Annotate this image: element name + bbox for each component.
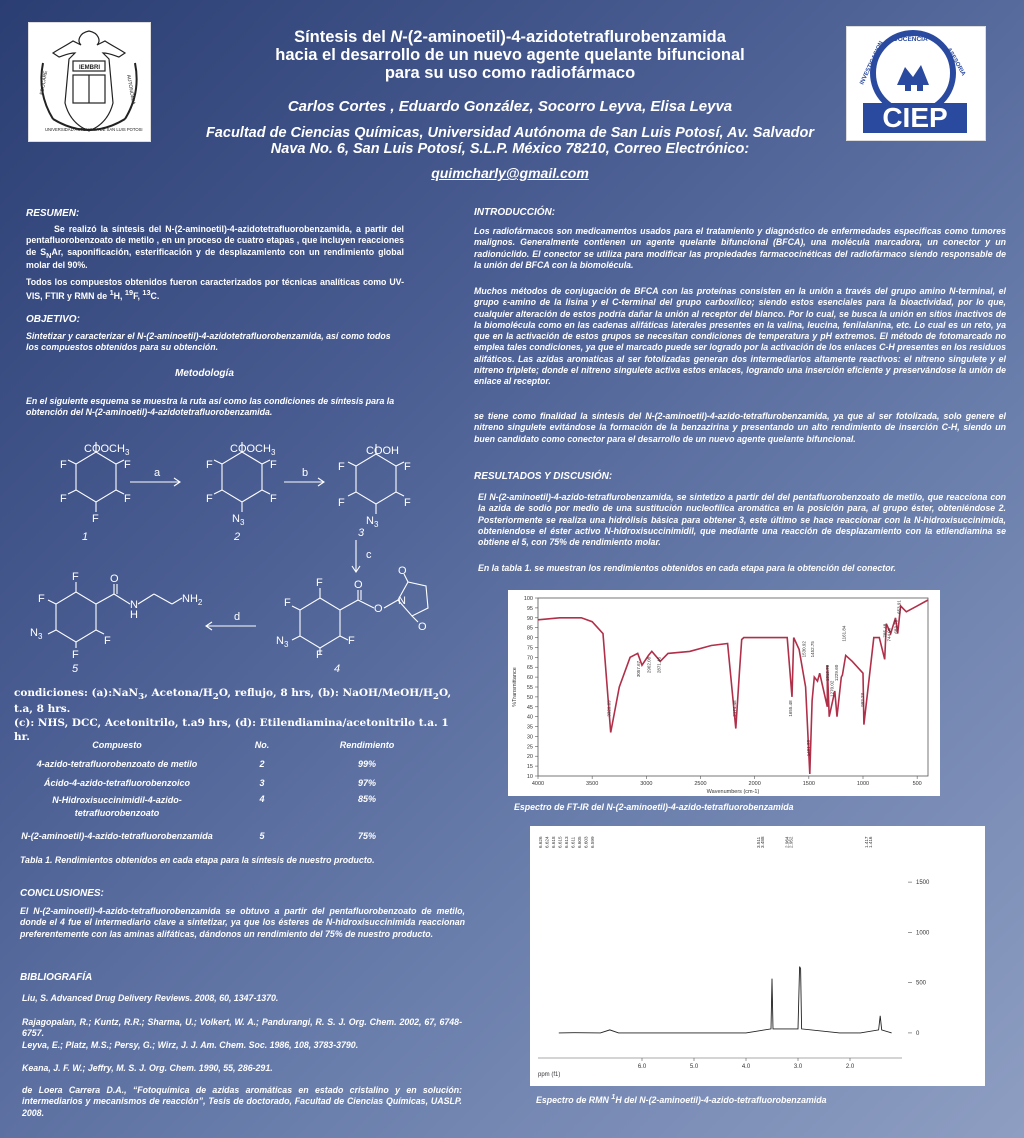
svg-text:COOCH3: $COOCH_3$ <box>84 443 130 457</box>
ciep-ring-top: DOCENCIA <box>893 36 928 43</box>
svg-text:F: F <box>270 459 277 471</box>
logo-text-educare: EDUCARE <box>39 70 50 96</box>
table-row: N-(2-aminoetil)-4-azido-tetrafluorobenzamida 5 75% <box>21 831 376 841</box>
ir-ytick-label: 55 <box>526 685 533 691</box>
svg-text:F: F <box>60 493 67 505</box>
logo-text-autonomia: AUTONOMIA <box>125 74 137 106</box>
table-caption: Tabla 1. Rendimientos obtenidos en cada etapa para la síntesis de nuestro producto. <box>20 855 375 865</box>
ir-peak-label: 1312.78 <box>825 664 831 682</box>
svg-text:d: d <box>234 611 241 623</box>
svg-text:O: O <box>354 579 363 591</box>
ir-peak-label: 653.91 <box>896 600 902 614</box>
nmr-series-line <box>559 967 892 1033</box>
nmr-ytick-label: 1000 <box>916 930 930 937</box>
ir-ytick-label: 90 <box>526 615 533 622</box>
svg-text:O: O <box>374 603 383 615</box>
nmr-peak-label: 6.626 <box>538 836 543 848</box>
ir-ytick-label: 50 <box>526 694 533 701</box>
email-link[interactable]: quimcharly@gmail.com <box>431 165 589 181</box>
nmr-peak-label: 6.615 <box>557 836 563 848</box>
table-header-row: Compuesto No. Rendimiento <box>92 740 395 750</box>
nmr-spectrum-panel <box>530 826 985 1086</box>
ir-peak-label: 2871.45 <box>656 656 662 674</box>
ir-xtick-label: 2000 <box>748 781 761 787</box>
svg-text:F: F <box>38 593 45 605</box>
compound-4-label: 4 <box>334 663 341 675</box>
nmr-xtick-label: 2.0 <box>845 1064 855 1070</box>
ir-peak-label: 1530.92 <box>801 641 807 658</box>
svg-text:N: N <box>130 599 138 611</box>
reference-3: Leyva, E.; Platz, M.S.; Persy, G.; Wirz, J. J. Am. Chem. Soc. 1986, 108, 3783-3790. <box>22 1040 359 1050</box>
resultados-p2: En la tabla 1. se muestran los rendimientos obtenidos en cada etapa para la obtención del conector. <box>478 563 896 573</box>
ir-caption: Espectro de FT-IR del N-(2-aminoetil)-4-azido-tetrafluorobenzamida <box>514 802 794 812</box>
svg-text:O: O <box>398 565 407 577</box>
nmr-peak-label: 3.488 <box>760 836 765 848</box>
compound-1-label: 1 <box>82 531 89 543</box>
svg-text:F: F <box>316 649 323 661</box>
svg-text:F: F <box>206 459 213 471</box>
nmr-ytick-label: 1500 <box>916 880 930 887</box>
svg-text:N3: $N_3$ <box>30 627 43 641</box>
ir-xtick-label: 3500 <box>586 781 599 787</box>
nmr-peak-label: 2.964 <box>784 836 790 848</box>
objetivo-heading: OBJETIVO: <box>26 314 80 325</box>
ir-peak-label: 2962.08 <box>646 656 652 674</box>
svg-text:c: c <box>366 549 372 561</box>
introduccion-p2: Muchos métodos de conjugación de BFCA con las proteínas consisten en la unión a través del grupo amino N-terminal, el grupo ε-amino de la lisina y el C-terminal del grupo carboxílico; siendo estos esenciales para la bioactividad, por lo que, cualquier alteración de estos podría dañar la unión al receptor del blanco. Por lo cual, se busca la unión en sitios inactivos de la biomolécula como en las cadenas alifáticas laterales presentes en la valina, leucina, fenilalanina, etc. Lo cual es un reto, ya que en la activación de estos grupos se necesitan condiciones de temperatura y pH extremos. El método de fotomarcado no emplea tales condiciones, ya que el marcado puede ser logrado por la activación de los enlaces C-H presentes en los residuos alifáticos. Las azidas aromaticas al ser fotolizadas generan dos intermediarios altamente reactivos: el nitreno singulete y el nitreno triplete; donde el nitreno singulete activa estos enlaces, logrando una inserción eficiente y preservándose la unión de enlace al receptor. <box>474 286 1006 386</box>
svg-text:b: b <box>302 467 309 479</box>
ir-ytick-label: 100 <box>523 596 533 602</box>
compound-5-label: 5 <box>72 663 79 675</box>
ir-spectrum-chart <box>508 590 940 796</box>
ir-ytick-label: 65 <box>526 665 533 672</box>
resumen-p2: Todos los compuestos obtenidos fueron caracterizados por técnicas analíticas como UV-VIS, FTIR y RMN de $^1$H, $^{19}$F, $^{13}$C. <box>26 277 404 302</box>
ir-ytick-label: 95 <box>526 605 533 612</box>
ir-peak-label: 2174.48 <box>731 700 737 717</box>
svg-text:NH2: $NH_2$ <box>182 593 203 607</box>
nmr-xtick-label: 5.0 <box>689 1064 699 1070</box>
nmr-peak-label: 6.603 <box>583 836 589 848</box>
ir-ytick-label: 60 <box>526 675 533 682</box>
svg-text:F: F <box>72 571 79 583</box>
svg-text:O: O <box>418 621 427 633</box>
nmr-peak-label: 6.613 <box>564 836 569 848</box>
scheme-conditions: condiciones: (a):NaN$_3$, Acetona/$H_2O$, reflujo, 8 hrs, (b): NaOH/$MeOH/H_2O$, t.a, 8 hrs. (c): NHS, DCC, Acetonitrilo, t.a9 hrs, (d): Etilendiamina/acetonitrilo t.a. 1 hr. <box>14 687 452 743</box>
metodologia-heading: Metodología <box>175 368 234 379</box>
compound-3-label: 3 <box>358 527 365 539</box>
ir-ytick-label: 70 <box>526 655 533 662</box>
nmr-ytick-label: 0 <box>916 1030 920 1037</box>
ir-ytick-label: 35 <box>526 724 533 731</box>
ciep-word: CIEP <box>882 102 948 133</box>
nmr-caption: Espectro de RMN $^1$H del N-(2-aminoetil)-4-azido-tetrafluorobenzamida <box>536 1092 827 1105</box>
ir-xtick-label: 500 <box>912 781 922 787</box>
ir-ytick-label: 75 <box>526 645 533 652</box>
affiliation: Facultad de Ciencias Químicas, Universidad Autónoma de San Luis Potosí, Av. Salvador Nava No. 6, San Luis Potosí, S.L.P. México 78210, Correo Electrónico: <box>205 125 815 157</box>
svg-text:F: F <box>338 497 345 509</box>
svg-text:COOCH3: $COOCH_3$ <box>230 443 276 457</box>
ir-xlabel: Wavenumbers (cm-1) <box>706 789 760 795</box>
ir-xtick-label: 2500 <box>694 781 707 787</box>
reference-2: Rajagopalan, R.; Kuntz, R.R.; Sharma, U.; Volkert, W. A.; Pandurangi, R. S. J. Org. Chem. 2002, 67, 6748-6757. <box>22 1017 462 1039</box>
svg-text:N3: $N_3$ <box>276 635 289 649</box>
ciep-logo <box>846 26 986 141</box>
ir-peak-label: 3057.67 <box>636 660 642 678</box>
ir-ytick-label: 45 <box>526 704 533 711</box>
svg-text:N: N <box>398 595 406 607</box>
svg-text:F: F <box>124 459 131 471</box>
ir-series-line <box>538 600 928 774</box>
ir-peak-label: 1270.02 <box>829 680 835 697</box>
ir-ytick-label: 85 <box>526 625 533 632</box>
reference-1: Liu, S. Advanced Drug Delivery Reviews. 2008, 60, 1347-1370. <box>22 993 279 1003</box>
ir-peak-label: 3329.69 <box>606 700 612 717</box>
nmr-spectrum-chart <box>530 826 985 1086</box>
svg-text:F: F <box>404 497 411 509</box>
svg-text:F: F <box>92 513 99 525</box>
ir-peak-label: 683.78 <box>893 619 899 634</box>
svg-text:N3: $N_3$ <box>366 515 379 529</box>
svg-text:F: F <box>316 577 323 589</box>
svg-text:F: F <box>270 493 277 505</box>
ir-xtick-label: 3000 <box>640 781 653 787</box>
introduccion-heading: INTRODUCCIÓN: <box>474 207 556 218</box>
nmr-peak-label: 3.511 <box>756 836 761 848</box>
ir-ytick-label: 40 <box>526 714 533 721</box>
svg-text:F: F <box>348 635 355 647</box>
svg-text:F: F <box>206 493 213 505</box>
nmr-xtick-label: 4.0 <box>741 1064 751 1070</box>
ir-ytick-label: 20 <box>526 754 533 761</box>
svg-text:COOH: COOH <box>366 445 399 457</box>
introduccion-p1: Los radiofármacos son medicamentos usados para el tratamiento y diagnóstico de enfermedades especificas como tumores malignos. Generalmente contienen un agente quelante bifuncional (BFCA), una molécula marcadora, un conector y un radionúclido. El conector se utiliza para modificar las propiedades farmacocinéticas del radiofármaco siendo responsable de la unión del BFCA con la biomolécula. <box>474 226 1006 270</box>
reference-4: Keana, J. F. W.; Jeffry, M. S. J. Org. Chem. 1990, 55, 286-291. <box>22 1063 273 1073</box>
authors: Carlos Cortes , Eduardo González, Socorro Leyva, Elisa Leyva <box>287 98 733 115</box>
svg-text:a: a <box>154 467 161 479</box>
ir-xtick-label: 4000 <box>531 781 545 787</box>
nmr-peak-label: 6.599 <box>590 836 595 848</box>
ir-peak-label: 744.06 <box>886 627 892 642</box>
nmr-xtick-label: 3.0 <box>793 1064 803 1070</box>
bibliografia-heading: BIBLIOGRAFÍA <box>20 972 93 983</box>
nmr-xlabel: ppm (f1) <box>538 1072 561 1078</box>
ir-xtick-label: 1500 <box>802 781 815 787</box>
table-row: 4-azido-tetrafluorobenzoato de metilo 2 99% <box>36 759 376 769</box>
nmr-peak-label: 6.624 <box>544 836 550 848</box>
objetivo-text: Sintetizar y caracterizar el N-(2-aminoetil)-4-azidotetrafluorobenzamida, así como todos los compuestos obtenidos para su obtención. <box>26 331 391 353</box>
ciep-ring-left: INVESTIGACION <box>859 40 885 86</box>
logo-text-university: UNIVERSIDAD AUTONOMA DE SAN LUIS POTOSI <box>45 127 143 132</box>
ciep-ring-right: ASESORIA <box>945 47 967 78</box>
poster-title: Síntesis del N-(2-aminoetil)-4-azidotetraflurobenzamida hacia el desarrollo de un nuevo agente quelante bifuncional para su uso como radiofármaco <box>275 28 745 83</box>
introduccion-p3: se tiene como finalidad la síntesis del N-(2-aminoetil)-4-azido-tetraflurobenzamida, ya que al ser fotolizada, solo genere el nitreno singulete evitándose la formación de la benzazirina y presentando un alto rendimiento de inserción C-H, siendo un buen candidato como conector para el desarrollo de un nuevo agente quelante bifuncional. <box>474 411 1006 444</box>
resumen-p1: Se realizó la síntesis del N-(2-aminoetil)-4-azidotetrafluorobenzamida, a partir del pentafluorobenzoato de metilo , en un proceso de cuatro etapas , que incluyen reacciones de $S_NAr$, saponificación, esterificación y de desplazamiento con un rendimiento global molar del 90%. <box>26 224 405 270</box>
svg-text:F: F <box>284 597 291 609</box>
svg-text:F: F <box>124 493 131 505</box>
nmr-peak-label: 6.605 <box>577 836 582 848</box>
resultados-p1: El N-(2-aminoetil)-4-azido-tetraflurobenzamida, se sintetizo a partir del del pentafluorobenzoato de metilo, que reacciona con la azida de sodio por medio de una sustitución nucleofílica aromática en la posición para, al grupo éster, obteniéndose 2. Posteriormente se realiza una hidrólisis básica para obtener 3, este último se hace reaccionar con la N-hidroxisuccinimida, obteniendose el éster activo N-hidroxisuccinimidil, que mediante una reacción de desplazamiento con la etilendiamina se obtiene el 5, con 75% de rendimiento molar. <box>478 492 1006 547</box>
nmr-xtick-label: 6.0 <box>637 1064 647 1070</box>
ir-peak-label: 785.48 <box>882 623 888 638</box>
compound-2-label: 2 <box>234 531 241 543</box>
svg-text:F: F <box>338 461 345 473</box>
conclusiones-text: El N-(2-aminoetil)-4-azido-tetrafluorobenzamida se obtuvo a partir del pentafluorobenzoato de metilo, donde el 4 fue el intermediario clave a sintetizar, ya que los ésteres de N-hidroxisuccinimida reaccionan preferentemente con las aminas alifáticas, dándonos un rendimiento del 75% de nuestro producto. <box>20 906 465 939</box>
ir-ytick-label: 25 <box>526 744 533 751</box>
ir-ytick-label: 30 <box>526 734 533 741</box>
ir-peak-label: 992.23 <box>859 693 865 707</box>
ir-xtick-label: 1000 <box>856 781 870 787</box>
table-row: Ácido-4-azido-tetrafluorobenzoico 3 97% <box>44 778 376 788</box>
svg-text:F: F <box>104 635 111 647</box>
ir-ytick-label: 15 <box>526 764 533 771</box>
resultados-heading: RESULTADOS Y DISCUSIÓN: <box>474 471 613 482</box>
reaction-scheme <box>20 432 460 684</box>
ir-peak-label: 1229.60 <box>834 664 840 682</box>
table-row: N-Hidroxisuccinimidil-4-azido-tetrafluorobenzoato 4 85% <box>52 794 376 818</box>
nmr-peak-label: 6.618 <box>551 836 556 848</box>
nmr-peak-label: 1.417 <box>864 836 870 848</box>
ir-ytick-label: 10 <box>526 774 533 780</box>
ir-peak-label: 1452.75 <box>810 641 816 658</box>
uaslp-logo <box>28 22 151 142</box>
ir-peak-label: 1655.48 <box>788 700 794 717</box>
svg-text:F: F <box>404 461 411 473</box>
ir-ylabel: %Transmittance <box>512 667 518 707</box>
svg-text:F: F <box>60 459 67 471</box>
ir-peak-label: 1491.93 <box>805 739 811 757</box>
nmr-peak-label: 2.952 <box>788 836 794 848</box>
nmr-peak-label: 1.416 <box>868 836 874 848</box>
ir-spectrum-panel <box>508 590 940 796</box>
resumen-heading: RESUMEN: <box>26 208 80 219</box>
svg-text:H: H <box>130 609 138 621</box>
svg-text:O: O <box>110 573 119 585</box>
nmr-ytick-label: 500 <box>916 980 927 987</box>
svg-text:F: F <box>72 649 79 661</box>
conclusiones-heading: CONCLUSIONES: <box>20 888 104 899</box>
reference-5: de Loera Carrera D.A., “Fotoquímica de azidas aromáticas en estado cristalino y en solución: intermediarios y mecanismos de reacción”, Tesis de doctorado, Facultad de Ciencias Químicas, UASLP. 2008. <box>22 1085 462 1118</box>
metodologia-text: En el siguiente esquema se muestra la ruta así como las condiciones de síntesis para la obtención del N-(2-aminoetil)-4-azidotetrafluorobenzamida. <box>26 396 395 418</box>
yields-table <box>12 736 432 846</box>
ir-peak-label: 1161.84 <box>841 625 847 642</box>
ir-plot-frame <box>538 598 928 776</box>
nmr-peak-label: 6.611 <box>570 836 576 848</box>
ir-ytick-label: 80 <box>526 635 533 642</box>
svg-text:N3: $N_3$ <box>232 513 245 527</box>
logo-text-iembri: IEMBRI <box>79 65 100 71</box>
